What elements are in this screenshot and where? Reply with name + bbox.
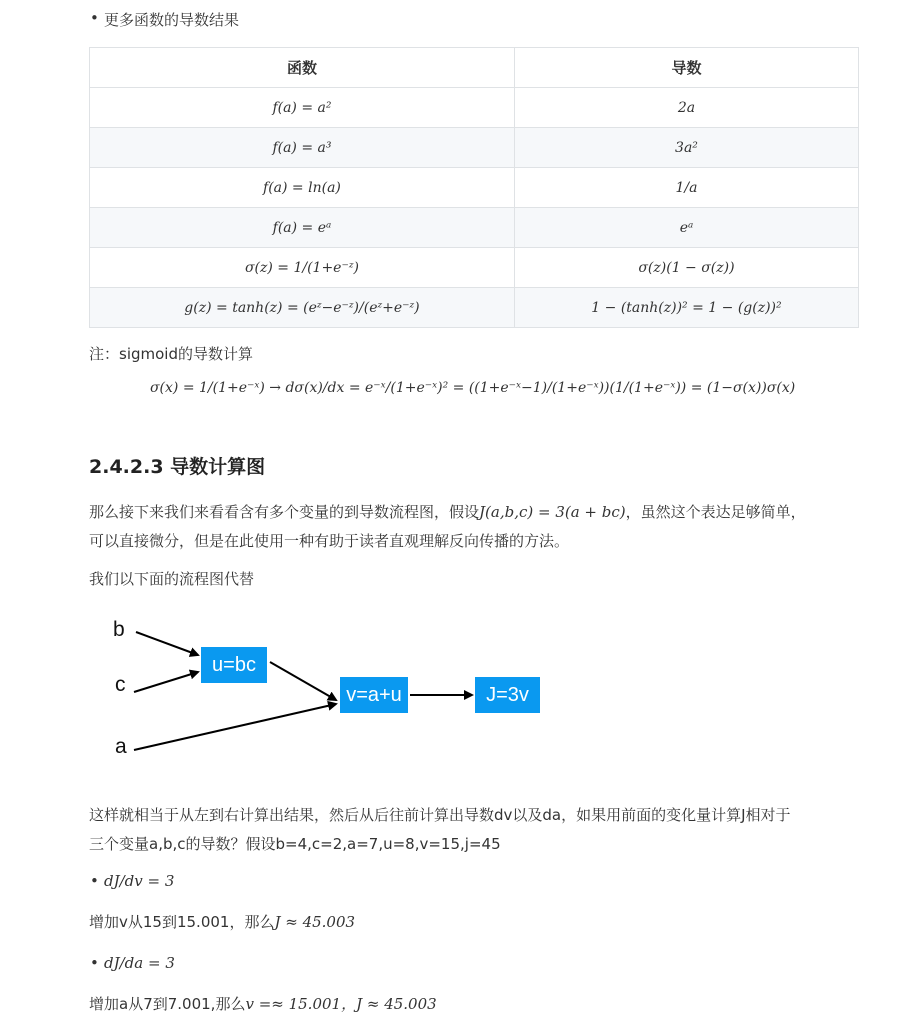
node-u: u=bc	[201, 647, 267, 683]
table-row	[90, 168, 859, 208]
derivative-table	[89, 47, 859, 328]
intro-text-tail: ，虽然这个表达足够简单，	[625, 503, 806, 521]
sigmoid-note: 注：sigmoid的导数计算	[89, 345, 253, 363]
header-derivative: 导数	[514, 48, 858, 88]
edge-a-to-v	[134, 704, 336, 750]
edge-c-to-u	[134, 672, 198, 692]
list-item-dj-dv	[104, 872, 174, 890]
list-item-more-derivatives	[104, 9, 239, 30]
computation-graph	[100, 612, 570, 762]
cell-derivative: 3a²	[514, 128, 858, 168]
cell-function: f(a) = eᵃ	[90, 208, 515, 248]
increase-v-line	[89, 908, 355, 937]
increase-v-text: 增加v从15到15.001，那么	[89, 913, 275, 931]
intro-text-line2: 可以直接微分，但是在此使用一种有助于读者直观理解反向传播的方法。	[89, 532, 570, 550]
bullet-text: 更多函数的导数结果	[104, 11, 240, 29]
variable-c-label: c	[115, 673, 126, 696]
increase-a-text: 增加a从7到7.001,那么	[89, 995, 246, 1013]
edge-u-to-v	[270, 662, 336, 700]
dj-dv-formula: dJ/dv = 3	[104, 872, 175, 890]
cell-function: f(a) = a²	[90, 88, 515, 128]
dj-da-formula: dJ/da = 3	[104, 954, 175, 972]
cell-derivative: eᵃ	[514, 208, 858, 248]
variable-b-label: b	[113, 618, 125, 641]
paragraph-explanation	[89, 801, 869, 859]
edge-b-to-u	[136, 632, 198, 655]
cell-function: f(a) = ln(a)	[90, 168, 515, 208]
cell-derivative: 1/a	[514, 168, 858, 208]
cell-derivative: 2a	[514, 88, 858, 128]
paragraph-flow-intro: 我们以下面的流程图代替	[89, 570, 255, 588]
explanation-line1: 这样就相当于从左到右计算出结果，然后从后往前计算出导数dv以及da，如果用前面的变化量计算J相对于	[89, 806, 791, 824]
list-item-dj-da	[104, 954, 175, 972]
cell-function: σ(z) = 1/(1+e⁻ᶻ)	[90, 248, 515, 288]
node-j: J=3v	[475, 677, 540, 713]
variable-a-label: a	[115, 735, 127, 758]
node-v: v=a+u	[340, 677, 408, 713]
section-heading: 2.4.2.3 导数计算图	[89, 456, 266, 478]
explanation-line2: 三个变量a,b,c的导数？假设b=4,c=2,a=7,u=8,v=15,j=45	[89, 835, 501, 853]
cell-derivative: 1 − (tanh(z))² = 1 − (g(z))²	[514, 288, 858, 328]
table-row	[90, 248, 859, 288]
table-row	[90, 128, 859, 168]
cell-derivative: σ(z)(1 − σ(z))	[514, 248, 858, 288]
cell-function: g(z) = tanh(z) = (eᶻ−e⁻ᶻ)/(eᶻ+e⁻ᶻ)	[90, 288, 515, 328]
paragraph-intro	[89, 498, 869, 556]
cell-function: f(a) = a³	[90, 128, 515, 168]
table-row	[90, 288, 859, 328]
intro-formula: J(a,b,c) = 3(a + bc)	[479, 503, 626, 521]
increase-v-formula: J ≈ 45.003	[274, 913, 356, 931]
header-function: 函数	[90, 48, 515, 88]
sigmoid-derivative-equation: σ(x) = 1/(1+e⁻ˣ) → dσ(x)/dx = e⁻ˣ/(1+e⁻ˣ)² = ((1+e⁻ˣ−1)/(1+e⁻ˣ))(1/(1+e⁻ˣ)) = (1−σ(x))σ(x)	[150, 380, 796, 396]
table-row	[90, 88, 859, 128]
table-row	[90, 208, 859, 248]
intro-text: 那么接下来我们来看看含有多个变量的到导数流程图，假设	[89, 503, 480, 521]
table-header-row	[90, 48, 859, 88]
increase-a-line	[89, 990, 437, 1019]
increase-a-formula: v =≈ 15.001，J ≈ 45.003	[245, 995, 437, 1013]
